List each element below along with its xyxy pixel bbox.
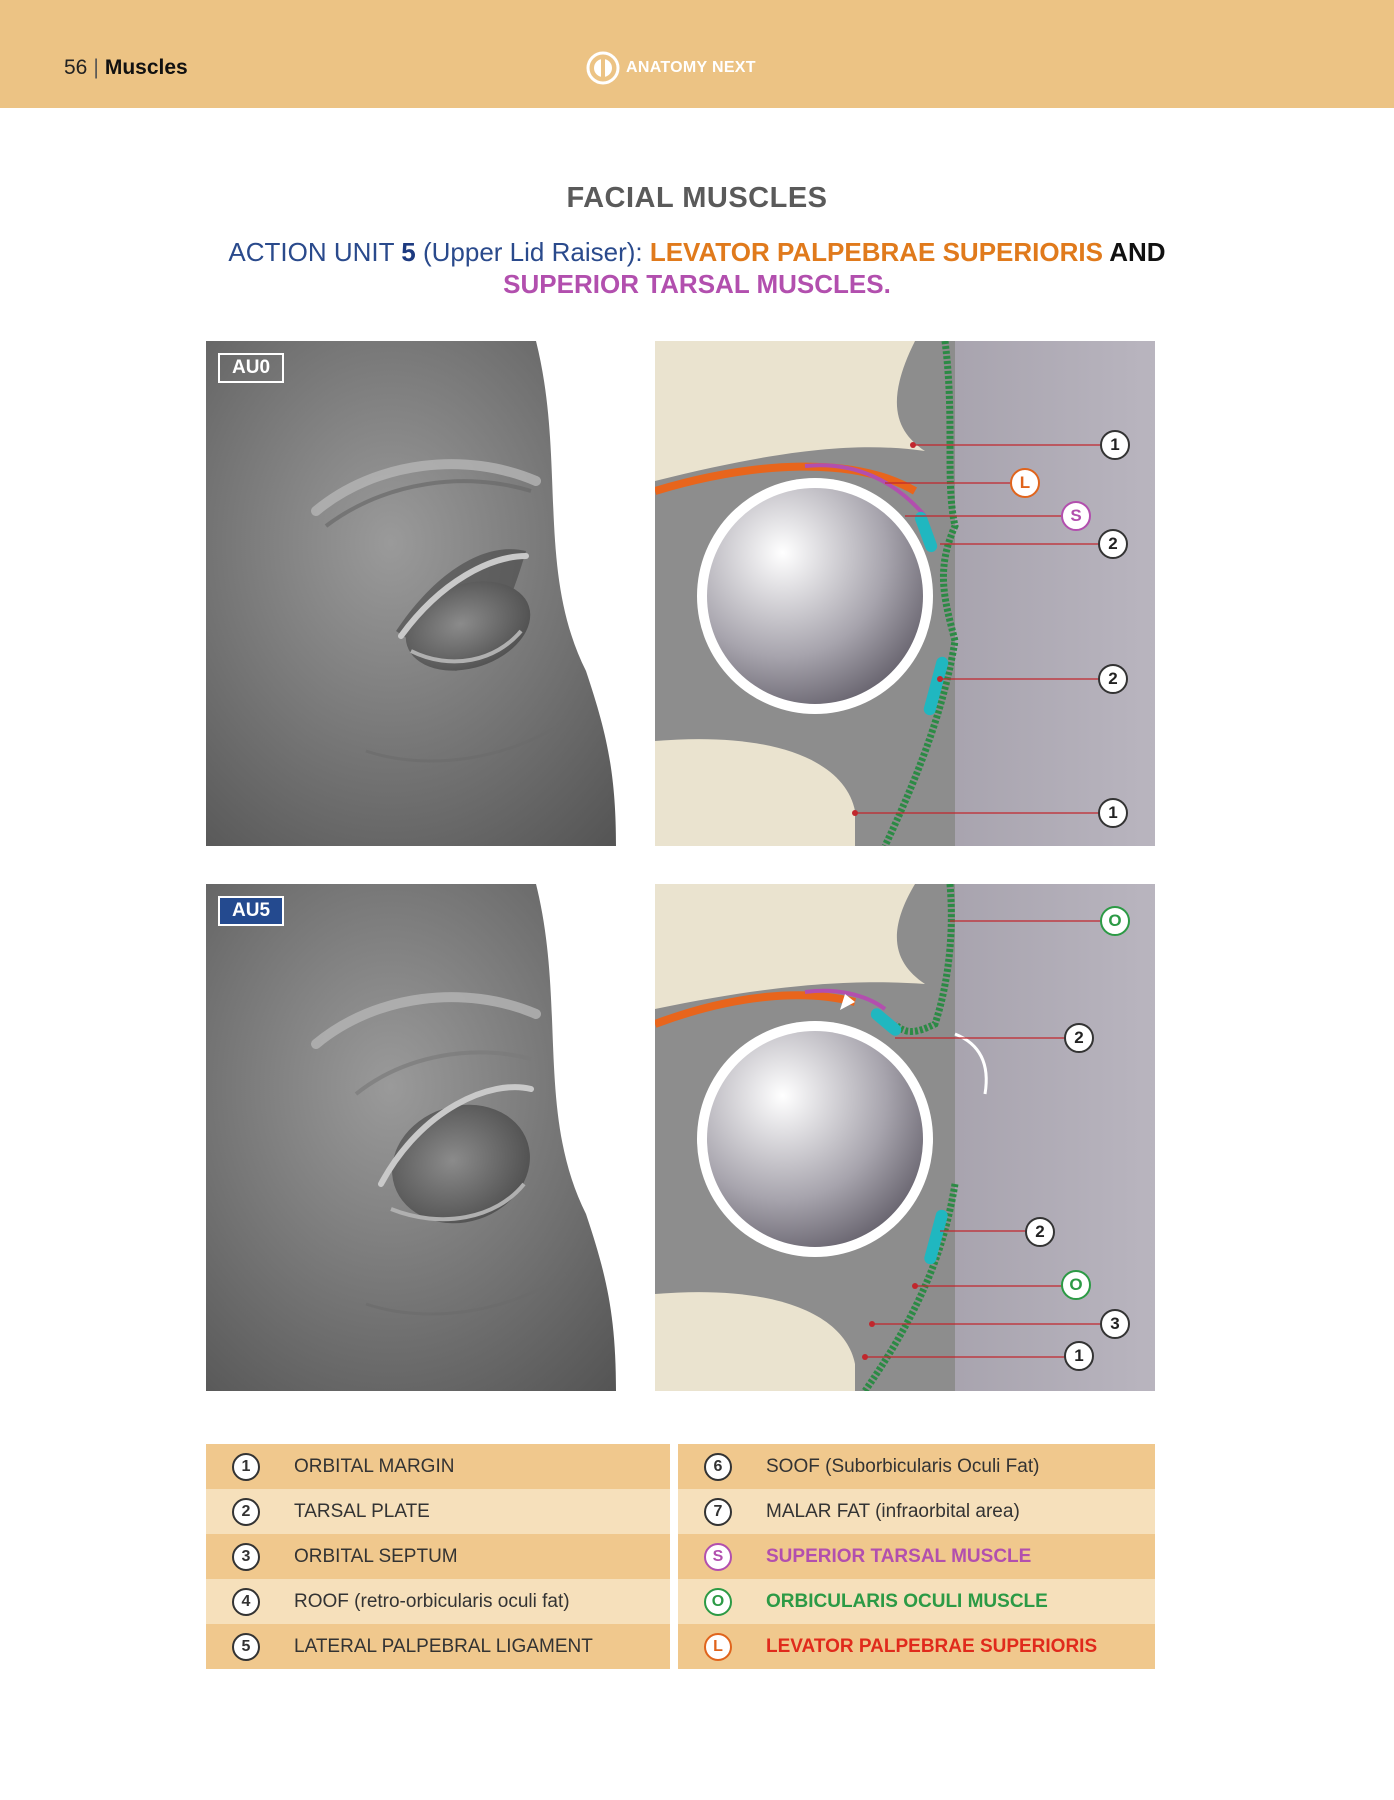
levator-title: LEVATOR PALPEBRAE SUPERIORIS bbox=[649, 237, 1103, 267]
callout-o: O bbox=[1061, 1270, 1091, 1300]
legend-label: ROOF (retro-orbicularis oculi fat) bbox=[294, 1590, 570, 1612]
au0-cross-section-diagram bbox=[655, 341, 1155, 846]
legend-item bbox=[206, 1579, 670, 1624]
au5-cross-section-diagram bbox=[655, 884, 1155, 1391]
legend-label: ORBITAL SEPTUM bbox=[294, 1545, 458, 1567]
action-unit-name: (Upper Lid Raiser): bbox=[415, 237, 650, 267]
legend-number: 3 bbox=[232, 1543, 260, 1571]
legend-label: ORBICULARIS OCULI MUSCLE bbox=[766, 1590, 1048, 1612]
callout-2: 2 bbox=[1098, 664, 1128, 694]
callout-2: 2 bbox=[1098, 529, 1128, 559]
legend-number: S bbox=[704, 1543, 732, 1571]
callout-2: 2 bbox=[1064, 1023, 1094, 1053]
legend-label: SUPERIOR TARSAL MUSCLE bbox=[766, 1545, 1032, 1567]
au5-render bbox=[206, 884, 616, 1391]
legend-item bbox=[678, 1579, 1155, 1624]
page-subtitle bbox=[180, 236, 1214, 300]
legend-item bbox=[678, 1534, 1155, 1579]
legend-number: L bbox=[704, 1633, 732, 1661]
callout-l: L bbox=[1010, 468, 1040, 498]
brand-logo bbox=[586, 51, 756, 85]
action-unit-number: 5 bbox=[401, 237, 416, 267]
conjunction: AND bbox=[1102, 237, 1166, 267]
legend-label: MALAR FAT (infraorbital area) bbox=[766, 1500, 1020, 1522]
legend-item bbox=[206, 1444, 670, 1489]
page-title: FACIAL MUSCLES bbox=[566, 182, 828, 214]
legend-number: 4 bbox=[232, 1588, 260, 1616]
page-number: 56 bbox=[64, 56, 88, 79]
callout-1: 1 bbox=[1098, 798, 1128, 828]
legend-number: 5 bbox=[232, 1633, 260, 1661]
callout-1: 1 bbox=[1064, 1341, 1094, 1371]
callout-s: S bbox=[1061, 501, 1091, 531]
legend-item bbox=[678, 1444, 1155, 1489]
legend-label: TARSAL PLATE bbox=[294, 1500, 430, 1522]
legend-right bbox=[678, 1444, 1155, 1669]
legend-label: SOOF (Suborbicularis Oculi Fat) bbox=[766, 1455, 1040, 1477]
au5-tag: AU5 bbox=[218, 896, 284, 926]
eye-cross-section-au0 bbox=[655, 341, 1155, 846]
legend-number: 7 bbox=[704, 1498, 732, 1526]
legend-item bbox=[206, 1624, 670, 1669]
legend-label: LATERAL PALPEBRAL LIGAMENT bbox=[294, 1635, 593, 1657]
au0-tag: AU0 bbox=[218, 353, 284, 383]
page-header bbox=[0, 0, 1394, 108]
brand-name: ANATOMY NEXT bbox=[626, 59, 756, 76]
legend-number: 6 bbox=[704, 1453, 732, 1481]
callout-2: 2 bbox=[1025, 1217, 1055, 1247]
callout-o: O bbox=[1100, 906, 1130, 936]
legend-number: 2 bbox=[232, 1498, 260, 1526]
face-render-au5 bbox=[206, 884, 616, 1391]
au0-render bbox=[206, 341, 616, 846]
separator: | bbox=[93, 56, 99, 79]
legend-label: LEVATOR PALPEBRAE SUPERIORIS bbox=[766, 1635, 1098, 1657]
superior-tarsal-title: SUPERIOR TARSAL MUSCLES. bbox=[503, 269, 891, 299]
legend-label: ORBITAL MARGIN bbox=[294, 1455, 455, 1477]
face-render-au0 bbox=[206, 341, 616, 846]
legend-number: 1 bbox=[232, 1453, 260, 1481]
section-name: Muscles bbox=[104, 56, 188, 79]
action-unit-prefix: ACTION UNIT bbox=[228, 237, 402, 267]
callout-1: 1 bbox=[1100, 430, 1130, 460]
legend-item bbox=[206, 1489, 670, 1534]
legend-number: O bbox=[704, 1588, 732, 1616]
page-reference bbox=[64, 56, 188, 80]
callout-3: 3 bbox=[1100, 1309, 1130, 1339]
legend-item bbox=[206, 1534, 670, 1579]
eye-cross-section-au5 bbox=[655, 884, 1155, 1391]
legend-item bbox=[678, 1489, 1155, 1534]
legend-item bbox=[678, 1624, 1155, 1669]
legend-left bbox=[206, 1444, 670, 1669]
anatomy-next-logo-icon bbox=[586, 51, 620, 85]
